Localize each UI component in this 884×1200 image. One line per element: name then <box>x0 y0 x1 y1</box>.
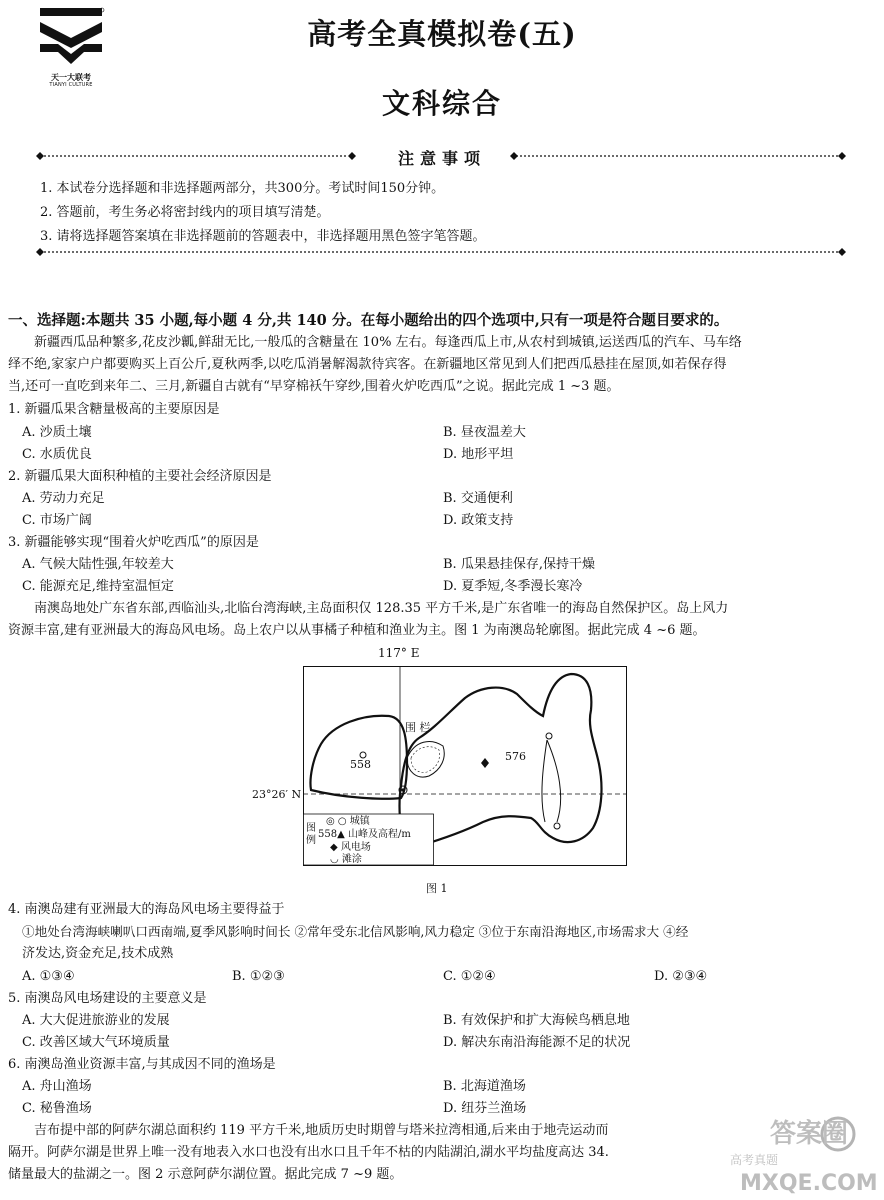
q3-option-d: D. 夏季短,冬季漫长寒冷 <box>443 579 583 594</box>
exam-title: 高考全真模拟卷(五) <box>307 17 577 51</box>
notice-item-3: 3. 请将选择题答案填在非选择题前的答题表中，非选择题用黑色签字笔答题。 <box>40 229 486 244</box>
q3-option-a: A. 气候大陆性强,年较差大 <box>22 557 174 572</box>
q5-option-a: A. 大大促进旅游业的发展 <box>22 1013 170 1028</box>
town-icon-north <box>546 733 552 739</box>
q1-option-a: A. 沙质土壤 <box>22 425 92 440</box>
legend-item-mudflat: ◡ 滩涂 <box>330 854 362 865</box>
figure1-caption: 图 1 <box>426 882 448 895</box>
q3-option-b: B. 瓜果悬挂保存,保持干燥 <box>443 557 595 572</box>
q6-stem: 6. 南澳岛渔业资源丰富,与其成因不同的渔场是 <box>8 1057 276 1072</box>
legend-item-town: ◎ ○ 城镇 <box>326 816 370 827</box>
notice-item-1: 1. 本试卷分选择题和非选择题两部分，共300分。考试时间150分钟。 <box>40 181 445 196</box>
dike-label: 围 栏 <box>405 721 431 734</box>
exam-subject: 文科综合 <box>381 87 502 120</box>
q1-option-c: C. 水质优良 <box>22 447 92 462</box>
q6-option-d: D. 纽芬兰渔场 <box>443 1101 527 1116</box>
mudflat-outline <box>411 747 440 773</box>
dike-outline <box>407 742 444 778</box>
passage1-line3: 当,还可一直吃到来年二、三月,新疆自古就有“早穿棉袄午穿纱,围着火炉吃西瓜”之说。据此完成 1 ~3 题。 <box>8 379 620 394</box>
q5-option-c: C. 改善区域大气环境质量 <box>22 1035 170 1050</box>
q2-stem: 2. 新疆瓜果大面积种植的主要社会经济原因是 <box>8 469 272 484</box>
q5-stem: 5. 南澳岛风电场建设的主要意义是 <box>8 991 207 1006</box>
legend-item-wind: ◆ 风电场 <box>330 842 371 853</box>
q1-option-d: D. 地形平坦 <box>443 447 514 462</box>
section-heading: 一、选择题:本题共 35 小题,每小题 4 分,共 140 分。在每小题给出的四个选项中,只有一项是符合题目要求的。 <box>8 312 729 329</box>
q6-option-c: C. 秘鲁渔场 <box>22 1101 92 1116</box>
site-watermark <box>710 1112 878 1196</box>
q2-option-d: D. 政策支持 <box>443 513 514 528</box>
passage2-line2: 资源丰富,建有亚洲最大的海岛风电场。岛上农户以从事橘子种植和渔业为主。图 1 为南澳岛轮廓图。据此完成 4 ~6 题。 <box>8 623 706 638</box>
passage1-line1: 新疆西瓜品种繁多,花皮沙瓤,鲜甜无比,一般瓜的含糖量在 10% 左右。每逢西瓜上市,从农村到城镇,运送西瓜的汽车、马车络 <box>34 335 742 350</box>
legend-item-peak: 558▲ 山峰及高程/m <box>318 829 411 840</box>
q4-option-b: B. ①②③ <box>232 969 285 984</box>
q6-option-a: A. 舟山渔场 <box>22 1079 92 1094</box>
passage2-line1: 南澳岛地处广东省东部,西临汕头,北临台湾海峡,主岛面积仅 128.35 平方千米,是广东省唯一的海岛自然保护区。岛上风力 <box>34 601 729 616</box>
q4-option-c: C. ①②④ <box>443 969 496 984</box>
q2-option-a: A. 劳动力充足 <box>22 491 105 506</box>
q1-option-b: B. 昼夜温差大 <box>443 425 526 440</box>
watermark-text-1: 答案圈 <box>770 1119 849 1149</box>
town-icon-south <box>554 823 560 829</box>
q5-option-b: B. 有效保护和扩大海候鸟栖息地 <box>443 1013 630 1028</box>
q4-stem: 4. 南澳岛建有亚洲最大的海岛风电场主要得益于 <box>8 902 285 917</box>
q2-option-b: B. 交通便利 <box>443 491 513 506</box>
q4-statements-line1: ①地处台湾海峡喇叭口西南端,夏季风影响时间长 ②常年受东北信风影响,风力稳定 ③位于东南沿海地区,市场需求大 ④经 <box>22 924 689 939</box>
wind-farm-icon <box>481 758 489 768</box>
brand-name: 天一大联考 <box>51 73 91 82</box>
notice-item-2: 2. 答题前，考生务必将密封线内的项目填写清楚。 <box>40 205 330 220</box>
passage3-line3: 储量最大的盐湖之一。图 2 示意阿萨尔湖位置。据此完成 7 ~9 题。 <box>8 1167 403 1182</box>
passage3-line1: 吉布提中部的阿萨尔湖总面积约 119 平方千米,地质历史时期曾与塔米拉湾相通,后来由于地壳运动而 <box>34 1123 609 1138</box>
q3-option-c: C. 能源充足,维持室温恒定 <box>22 579 174 594</box>
passage1-line2: 绎不绝,家家户户都要购买上百公斤,夏秋两季,以吃瓜消暑解渴款待宾客。在新疆地区常见到人们把西瓜悬挂在屋顶,如若保存得 <box>8 357 727 372</box>
q4-statements-line2: 济发达,资金充足,技术成熟 <box>22 946 174 961</box>
peak-576-label: 576 <box>505 750 526 763</box>
q2-option-c: C. 市场广阔 <box>22 513 92 528</box>
figure1-lon-label: 117° E <box>378 646 420 660</box>
watermark-text-2: MXQE.COM <box>740 1171 878 1196</box>
q4-option-a: A. ①③④ <box>22 969 75 984</box>
q5-option-d: D. 解决东南沿海能源不足的状况 <box>443 1035 631 1050</box>
legend-title: 图例 <box>306 823 316 846</box>
q4-option-d: D. ②③④ <box>654 969 708 984</box>
peak-558-label: 558 <box>350 758 371 771</box>
figure1-lat-label: 23°26′ N <box>252 788 302 801</box>
road-east <box>542 740 561 822</box>
passage3-line2: 隔开。阿萨尔湖是世界上唯一没有地表入水口也没有出水口且千年不枯的内陆湖泊,湖水平均盐度高达 34. <box>8 1145 609 1160</box>
brand-name-en: TIANYI CULTURE <box>49 82 93 88</box>
q3-stem: 3. 新疆能够实现“围着火炉吃西瓜”的原因是 <box>8 535 259 550</box>
watermark-text-3: 高考真题 <box>730 1153 779 1167</box>
q6-option-b: B. 北海道渔场 <box>443 1079 526 1094</box>
notice-heading: 注意事项 <box>397 149 486 168</box>
q1-stem: 1. 新疆瓜果含糖量极高的主要原因是 <box>8 402 220 417</box>
